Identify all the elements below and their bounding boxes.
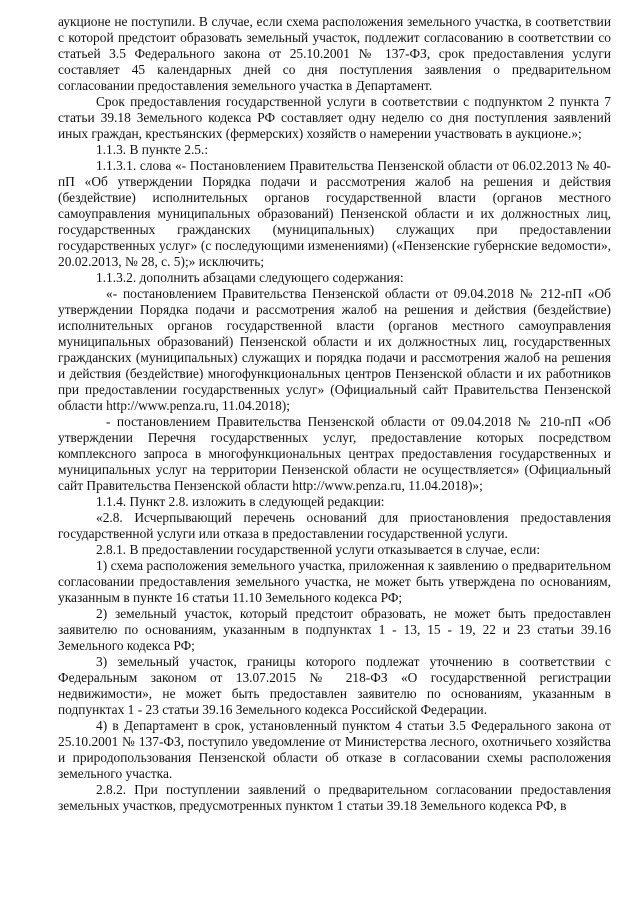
paragraph-14: 4) в Департамент в срок, установленный пунктом 4 статьи 3.5 Федерального закона от 25.10.2001 № 137-ФЗ, поступило уведомление от Министерства лесного, охотничьего хозяйства и природопользования Пензенской области об отказе в согласовании схемы расположения земельного участка. — [58, 718, 611, 781]
paragraph-11: 1) схема расположения земельного участка, приложенная к заявлению о предварительном согласовании предоставления земельного участка, не может быть утверждена по основаниям, указанным в пункте 16 статьи 11.10 Земельного кодекса РФ; — [58, 558, 611, 605]
paragraph-3: 1.1.3. В пункте 2.5.: — [96, 142, 209, 157]
paragraph-6: «- постановлением Правительства Пензенской области от 09.04.2018 № 212-пП «Об утверждении Порядка подачи и рассмотрения жалоб на решения и действия (бездействие) исполнительных органов государственной власти (органов местного самоуправления муниципальных образований) Пензенской области и их должностных лиц, государственных гражданских (муниципальных) служащих и порядка подачи и рассмотрения жалоб на решения и действия (бездействие) многофункциональных центров Пензенской области и их работников при предоставлении государственных услуг» (Официальный сайт Правительства Пензенской области http://www.penza.ru, 11.04.2018); — [58, 286, 611, 413]
paragraph-8: 1.1.4. Пункт 2.8. изложить в следующей редакции: — [96, 494, 385, 509]
paragraph-7: - постановлением Правительства Пензенской области от 09.04.2018 № 210-пП «Об утверждении Перечня государственных услуг, предоставление которых посредством комплексного запроса в многофункциональных центрах предоставления государственных и муниципальных услуг на территории Пензенской области не осуществляется» (Официальный сайт Правительства Пензенской области http://www.penza.ru, 11.04.2018)»; — [58, 414, 611, 493]
paragraph-5: 1.1.3.2. дополнить абзацами следующего содержания: — [96, 270, 404, 285]
document-page — [58, 14, 611, 814]
paragraph-10: 2.8.1. В предоставлении государственной услуги отказывается в случае, если: — [96, 542, 541, 557]
paragraph-13: 3) земельный участок, границы которого подлежат уточнению в соответствии с Федеральным законом от 13.07.2015 № 218-ФЗ «О государственной регистрации недвижимости», не может быть предоставлен заявителю по основаниям, указанным в подпунктах 1 - 23 статьи 39.16 Земельного кодекса Российской Федерации. — [58, 654, 611, 717]
paragraph-12: 2) земельный участок, который предстоит образовать, не может быть предоставлен заявителю по основаниям, указанным в подпунктах 1 - 13, 15 - 19, 22 и 23 статьи 39.16 Земельного кодекса РФ; — [58, 606, 611, 653]
paragraph-9: «2.8. Исчерпывающий перечень оснований для приостановления предоставления государственной услуги или отказа в предоставлении государственной услуги. — [58, 510, 611, 541]
paragraph-2: Срок предоставления государственной услуги в соответствии с подпунктом 2 пункта 7 статьи 39.18 Земельного кодекса РФ составляет одну неделю со дня поступления заявлений иных граждан, крестьянских (фермерских) хозяйств о намерении участвовать в аукционе.»; — [58, 94, 611, 141]
paragraph-1: аукционе не поступили. В случае, если схема расположения земельного участка, в соответствии с которой предстоит образовать земельный участок, подлежит согласованию в соответствии со статьей 3.5 Федерального закона от 25.10.2001 № 137-ФЗ, срок предоставления услуги составляет 45 календарных дней со дня поступления заявления о предварительном согласовании предоставления земельного участка в Департамент. — [58, 14, 611, 93]
paragraph-4: 1.1.3.1. слова «- Постановлением Правительства Пензенской области от 06.02.2013 № 40-пП «Об утверждении Порядка подачи и рассмотрения жалоб на решения и действия (бездействие) исполнительных органов государственной власти (органов местного самоуправления муниципальных образований) Пензенской области и их должностных лиц, государственных гражданских (муниципальных) служащих при предоставлении государственных услуг» (с последующими изменениями) («Пензенские губернские ведомости», 20.02.2013, № 28, с. 5);» исключить; — [58, 158, 611, 269]
paragraph-15: 2.8.2. При поступлении заявлений о предварительном согласовании предоставления земельных участков, предусмотренных пунктом 1 статьи 39.18 Земельного кодекса РФ, в — [58, 782, 611, 813]
